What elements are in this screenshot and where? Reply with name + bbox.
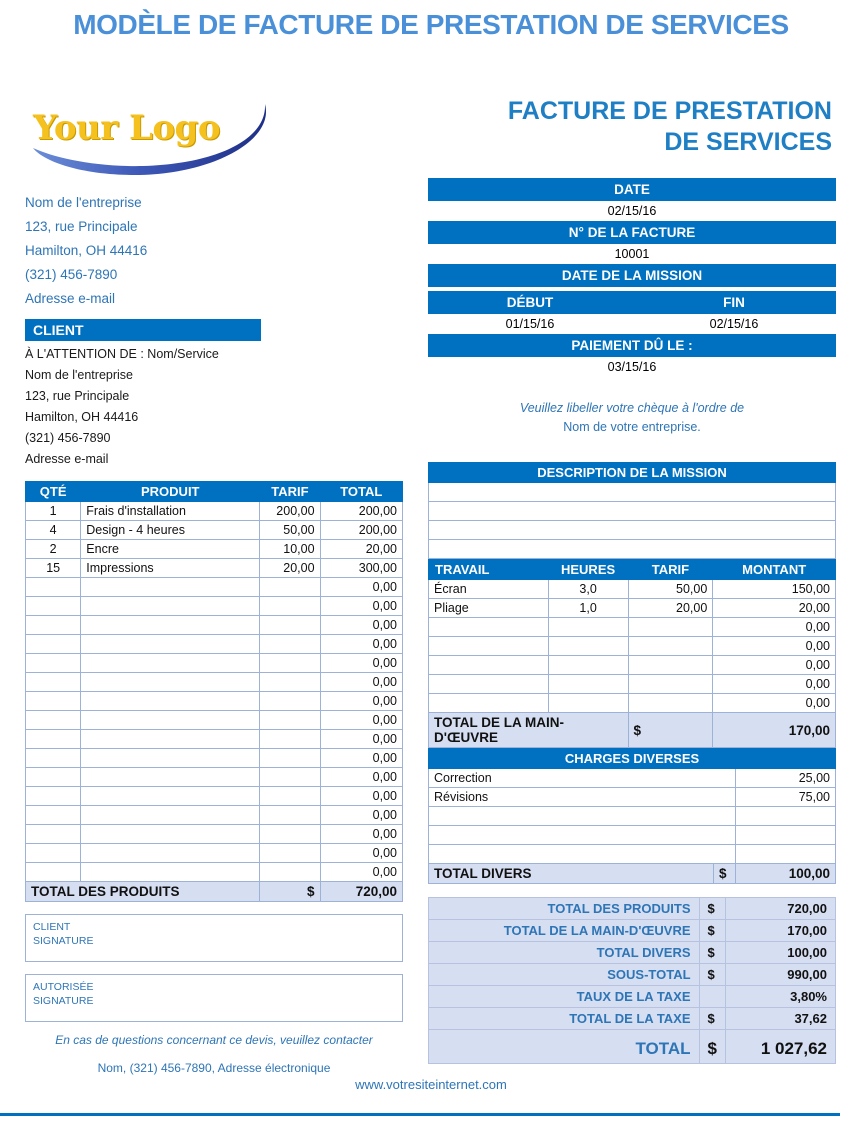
misc-cell-desc[interactable] [429, 826, 736, 845]
products-cell-rate[interactable]: 20,00 [260, 559, 320, 578]
products-cell-product[interactable] [81, 578, 260, 597]
labor-cell-rate[interactable] [628, 656, 713, 675]
mission-start-value[interactable]: 01/15/16 [505, 317, 555, 331]
products-cell-qty[interactable]: 15 [26, 559, 81, 578]
table-row[interactable] [26, 730, 403, 749]
products-cell-qty[interactable]: 2 [26, 540, 81, 559]
misc-cell-amount[interactable]: 75,00 [736, 788, 836, 807]
summary-body [429, 898, 836, 1030]
mission-description-body [429, 483, 836, 559]
products-cell-product[interactable] [81, 730, 260, 749]
company-address-line: Nom de l'entreprise [25, 195, 142, 210]
summary-label: TOTAL DIVERS [429, 942, 700, 964]
products-cell-qty[interactable] [26, 730, 81, 749]
invoice-meta-table [428, 178, 836, 377]
products-cell-total[interactable]: 0,00 [320, 749, 402, 768]
table-row[interactable] [429, 637, 836, 656]
labor-cell-amount[interactable]: 0,00 [713, 618, 836, 637]
authorized-signature-label-2: SIGNATURE [33, 995, 94, 1007]
products-cell-total[interactable]: 0,00 [320, 673, 402, 692]
products-cell-product[interactable] [81, 711, 260, 730]
products-cell-qty[interactable] [26, 768, 81, 787]
products-total-value: 720,00 [320, 882, 402, 902]
table-row[interactable] [26, 635, 403, 654]
misc-cell-desc[interactable] [429, 807, 736, 826]
labor-cell-amount[interactable]: 0,00 [713, 694, 836, 713]
products-cell-total[interactable]: 0,00 [320, 654, 402, 673]
company-address-line: (321) 456-7890 [25, 267, 118, 282]
table-row[interactable] [429, 675, 836, 694]
products-cell-total[interactable]: 0,00 [320, 597, 402, 616]
cheque-note-line-1: Veuillez libeller votre chèque à l'ordre de [519, 401, 745, 415]
products-cell-rate[interactable] [260, 806, 320, 825]
table-row[interactable] [429, 656, 836, 675]
labor-header-row [429, 560, 836, 580]
products-cell-product[interactable]: Frais d'installation [81, 502, 260, 521]
products-cell-qty[interactable]: 4 [26, 521, 81, 540]
products-cell-rate[interactable] [260, 635, 320, 654]
table-row[interactable] [26, 673, 403, 692]
mission-start-label: DÉBUT [428, 291, 632, 314]
invoice-title-line-1: FACTURE DE PRESTATION [507, 97, 832, 125]
products-cell-qty[interactable] [26, 578, 81, 597]
products-table [25, 481, 403, 902]
products-cell-total[interactable]: 200,00 [320, 521, 402, 540]
summary-currency: $ [699, 942, 725, 964]
labor-cell-amount[interactable]: 0,00 [713, 656, 836, 675]
products-cell-rate[interactable] [260, 863, 320, 882]
summary-row [429, 942, 836, 964]
company-address-line: Hamilton, OH 44416 [25, 243, 148, 258]
table-row[interactable] [429, 599, 836, 618]
products-cell-rate[interactable] [260, 578, 320, 597]
misc-cell-desc[interactable]: Révisions [429, 788, 736, 807]
summary-amount: 37,62 [726, 1008, 836, 1030]
summary-row [429, 920, 836, 942]
products-cell-qty[interactable] [26, 844, 81, 863]
labor-cell-amount[interactable]: 0,00 [713, 637, 836, 656]
client-signature-label-1: CLIENT [33, 921, 71, 933]
client-signature-label-2: SIGNATURE [33, 935, 94, 947]
mission-description-row[interactable] [429, 483, 836, 502]
client-address [25, 344, 403, 470]
products-col-name: PRODUIT [81, 482, 260, 502]
labor-col-work: TRAVAIL [429, 560, 549, 580]
grand-total-amount: 1 027,62 [726, 1030, 836, 1064]
due-date-value[interactable]: 03/15/16 [607, 360, 657, 374]
table-row[interactable] [26, 711, 403, 730]
table-row[interactable] [26, 692, 403, 711]
table-row[interactable] [26, 787, 403, 806]
invoice-number-label: N° DE LA FACTURE [428, 221, 836, 244]
mission-description-cell[interactable] [429, 540, 836, 559]
products-cell-rate[interactable]: 10,00 [260, 540, 320, 559]
products-cell-total[interactable]: 0,00 [320, 692, 402, 711]
invoice-title [428, 96, 836, 158]
products-cell-product[interactable] [81, 635, 260, 654]
labor-cell-rate[interactable] [628, 694, 713, 713]
labor-total-label: TOTAL DE LA MAIN-D'ŒUVRE [429, 713, 629, 748]
products-cell-rate[interactable] [260, 654, 320, 673]
company-address-line: 123, rue Principale [25, 219, 138, 234]
summary-currency [699, 986, 725, 1008]
products-col-rate: TARIF [260, 482, 320, 502]
labor-cell-work[interactable]: Écran [429, 580, 549, 599]
products-cell-total[interactable]: 0,00 [320, 844, 402, 863]
products-cell-total[interactable]: 0,00 [320, 578, 402, 597]
products-cell-rate[interactable] [260, 825, 320, 844]
misc-total-label: TOTAL DIVERS [429, 864, 714, 884]
logo-text: Your Logo [33, 108, 220, 148]
labor-cell-hours[interactable]: 3,0 [548, 580, 628, 599]
table-row[interactable] [429, 826, 836, 845]
table-row[interactable] [429, 845, 836, 864]
labor-cell-amount[interactable]: 20,00 [713, 599, 836, 618]
client-section-header: CLIENT [25, 319, 261, 341]
mission-description-cell[interactable] [429, 521, 836, 540]
table-row[interactable] [429, 618, 836, 637]
mission-end-label: FIN [632, 291, 836, 314]
client-address-line: (321) 456-7890 [25, 431, 111, 445]
invoice-number-value[interactable]: 10001 [614, 247, 650, 261]
misc-total-row [429, 864, 836, 884]
client-address-line: À L'ATTENTION DE : Nom/Service [25, 347, 219, 361]
products-cell-rate[interactable]: 50,00 [260, 521, 320, 540]
table-row[interactable] [429, 807, 836, 826]
page-title: MODÈLE DE FACTURE DE PRESTATION DE SERVICES [73, 9, 789, 40]
summary-amount: 100,00 [726, 942, 836, 964]
products-cell-total[interactable]: 300,00 [320, 559, 402, 578]
labor-cell-hours[interactable] [548, 675, 628, 694]
cheque-note-line-2: Nom de votre entreprise. [563, 420, 701, 434]
products-cell-rate[interactable] [260, 844, 320, 863]
table-row[interactable] [26, 654, 403, 673]
misc-cell-amount[interactable] [736, 807, 836, 826]
labor-total-currency: $ [628, 713, 713, 748]
table-row[interactable] [26, 559, 403, 578]
mission-description-cell[interactable] [429, 483, 836, 502]
products-cell-product[interactable] [81, 654, 260, 673]
labor-cell-hours[interactable]: 1,0 [548, 599, 628, 618]
company-address-line: Adresse e-mail [25, 291, 116, 306]
products-cell-product[interactable] [81, 616, 260, 635]
products-cell-qty[interactable] [26, 806, 81, 825]
products-cell-total[interactable]: 0,00 [320, 806, 402, 825]
table-row[interactable] [26, 768, 403, 787]
products-cell-rate[interactable] [260, 673, 320, 692]
mission-description-row[interactable] [429, 502, 836, 521]
products-cell-qty[interactable] [26, 863, 81, 882]
labor-cell-work[interactable]: Pliage [429, 599, 549, 618]
question-note: En cas de questions concernant ce devis, veuillez contacter [55, 1033, 373, 1047]
labor-cell-work[interactable] [429, 618, 549, 637]
products-total-label: TOTAL DES PRODUITS [26, 882, 260, 902]
products-cell-total[interactable]: 0,00 [320, 711, 402, 730]
grand-total-row [429, 1030, 836, 1064]
authorized-signature-box[interactable] [25, 974, 403, 1022]
misc-charges-body [429, 769, 836, 864]
misc-cell-amount[interactable] [736, 826, 836, 845]
summary-amount: 720,00 [726, 898, 836, 920]
products-cell-qty[interactable] [26, 749, 81, 768]
labor-cell-work[interactable] [429, 675, 549, 694]
products-cell-product[interactable] [81, 692, 260, 711]
contact-line: Nom, (321) 456-7890, Adresse électronique [97, 1061, 331, 1075]
labor-cell-rate[interactable] [628, 675, 713, 694]
mission-description-row[interactable] [429, 540, 836, 559]
summary-row [429, 898, 836, 920]
products-cell-qty[interactable] [26, 597, 81, 616]
products-cell-rate[interactable] [260, 768, 320, 787]
misc-charges-table [428, 748, 836, 884]
summary-currency: $ [699, 920, 725, 942]
table-row[interactable] [26, 597, 403, 616]
client-address-line: 123, rue Principale [25, 389, 130, 403]
company-logo [25, 96, 305, 191]
table-row[interactable] [26, 749, 403, 768]
labor-cell-hours[interactable] [548, 618, 628, 637]
right-column [428, 96, 836, 1064]
labor-cell-amount[interactable]: 150,00 [713, 580, 836, 599]
client-address-line: Adresse e-mail [25, 452, 109, 466]
products-col-total: TOTAL [320, 482, 402, 502]
products-header-row [26, 482, 403, 502]
mission-description-table [428, 462, 836, 559]
table-row[interactable] [429, 580, 836, 599]
products-total-currency: $ [260, 882, 320, 902]
misc-charges-header: CHARGES DIVERSES [429, 749, 836, 769]
products-cell-total[interactable]: 0,00 [320, 825, 402, 844]
mission-date-label: DATE DE LA MISSION [428, 264, 836, 287]
products-cell-product[interactable] [81, 844, 260, 863]
table-row[interactable] [26, 521, 403, 540]
products-cell-rate[interactable] [260, 749, 320, 768]
products-cell-product[interactable] [81, 749, 260, 768]
table-row[interactable] [429, 788, 836, 807]
products-cell-rate[interactable] [260, 597, 320, 616]
summary-row [429, 1008, 836, 1030]
misc-cell-amount[interactable] [736, 845, 836, 864]
table-row[interactable] [26, 502, 403, 521]
products-cell-total[interactable]: 0,00 [320, 768, 402, 787]
summary-label: TAUX DE LA TAXE [429, 986, 700, 1008]
mission-description-header: DESCRIPTION DE LA MISSION [429, 463, 836, 483]
summary-label: TOTAL DE LA TAXE [429, 1008, 700, 1030]
summary-label: SOUS-TOTAL [429, 964, 700, 986]
labor-total-value: 170,00 [713, 713, 836, 748]
grand-total-currency: $ [699, 1030, 725, 1064]
summary-amount: 3,80% [726, 986, 836, 1008]
left-column [25, 96, 403, 1075]
date-label: DATE [428, 178, 836, 201]
products-cell-rate[interactable]: 200,00 [260, 502, 320, 521]
mission-description-cell[interactable] [429, 502, 836, 521]
misc-cell-amount[interactable]: 25,00 [736, 769, 836, 788]
misc-total-value: 100,00 [736, 864, 836, 884]
products-cell-qty[interactable] [26, 673, 81, 692]
products-cell-total[interactable]: 0,00 [320, 616, 402, 635]
products-cell-total[interactable]: 200,00 [320, 502, 402, 521]
table-row[interactable] [26, 578, 403, 597]
products-cell-qty[interactable] [26, 825, 81, 844]
date-value[interactable]: 02/15/16 [607, 204, 657, 218]
summary-currency: $ [699, 964, 725, 986]
products-cell-product[interactable]: Design - 4 heures [81, 521, 260, 540]
products-body [26, 502, 403, 882]
table-row[interactable] [26, 825, 403, 844]
labor-cell-rate[interactable]: 50,00 [628, 580, 713, 599]
products-cell-qty[interactable] [26, 711, 81, 730]
table-row[interactable] [26, 806, 403, 825]
client-address-line: Hamilton, OH 44416 [25, 410, 139, 424]
products-cell-rate[interactable] [260, 730, 320, 749]
labor-cell-rate[interactable] [628, 637, 713, 656]
summary-row [429, 964, 836, 986]
authorized-signature-label-1: AUTORISÉE [33, 981, 94, 993]
labor-total-row [429, 713, 836, 748]
table-row[interactable] [26, 616, 403, 635]
products-cell-qty[interactable] [26, 787, 81, 806]
products-cell-rate[interactable] [260, 616, 320, 635]
products-cell-qty[interactable]: 1 [26, 502, 81, 521]
client-address-line: Nom de l'entreprise [25, 368, 133, 382]
labor-table [428, 559, 836, 748]
table-row[interactable] [26, 844, 403, 863]
products-cell-product[interactable] [81, 673, 260, 692]
misc-cell-desc[interactable] [429, 845, 736, 864]
products-cell-qty[interactable] [26, 635, 81, 654]
products-cell-rate[interactable] [260, 787, 320, 806]
products-cell-total[interactable]: 20,00 [320, 540, 402, 559]
products-total-row [26, 882, 403, 902]
products-cell-total[interactable]: 0,00 [320, 863, 402, 882]
table-row[interactable] [429, 694, 836, 713]
labor-cell-amount[interactable]: 0,00 [713, 675, 836, 694]
products-cell-total[interactable]: 0,00 [320, 635, 402, 654]
products-cell-qty[interactable] [26, 616, 81, 635]
website-footer[interactable]: www.votresiteinternet.com [355, 1077, 507, 1092]
labor-cell-work[interactable] [429, 694, 549, 713]
summary-amount: 990,00 [726, 964, 836, 986]
misc-cell-desc[interactable]: Correction [429, 769, 736, 788]
products-cell-rate[interactable] [260, 711, 320, 730]
products-cell-total[interactable]: 0,00 [320, 730, 402, 749]
summary-currency: $ [699, 898, 725, 920]
table-row[interactable] [429, 769, 836, 788]
company-address [25, 191, 403, 311]
summary-amount: 170,00 [726, 920, 836, 942]
cheque-note [428, 399, 836, 437]
products-cell-rate[interactable] [260, 692, 320, 711]
products-cell-product[interactable] [81, 863, 260, 882]
summary-currency: $ [699, 1008, 725, 1030]
products-cell-product[interactable] [81, 806, 260, 825]
products-cell-product[interactable] [81, 825, 260, 844]
mission-description-row[interactable] [429, 521, 836, 540]
labor-body [429, 580, 836, 713]
products-cell-total[interactable]: 0,00 [320, 787, 402, 806]
labor-cell-hours[interactable] [548, 656, 628, 675]
client-signature-box[interactable] [25, 914, 403, 962]
summary-label: TOTAL DE LA MAIN-D'ŒUVRE [429, 920, 700, 942]
labor-cell-rate[interactable] [628, 618, 713, 637]
grand-total-label: TOTAL [429, 1030, 700, 1064]
table-row[interactable] [26, 863, 403, 882]
products-cell-product[interactable] [81, 597, 260, 616]
misc-total-currency: $ [714, 864, 736, 884]
labor-cell-hours[interactable] [548, 637, 628, 656]
summary-row [429, 986, 836, 1008]
table-row[interactable] [26, 540, 403, 559]
summary-label: TOTAL DES PRODUITS [429, 898, 700, 920]
products-cell-qty[interactable] [26, 654, 81, 673]
mission-end-value[interactable]: 02/15/16 [709, 317, 759, 331]
products-cell-qty[interactable] [26, 692, 81, 711]
products-col-qty: QTÉ [26, 482, 81, 502]
labor-cell-hours[interactable] [548, 694, 628, 713]
due-date-label: PAIEMENT DÛ LE : [428, 334, 836, 357]
summary-table [428, 897, 836, 1064]
bottom-rule [0, 1113, 840, 1116]
labor-col-amount: MONTANT [713, 560, 836, 580]
products-cell-product[interactable]: Encre [81, 540, 260, 559]
products-cell-product[interactable]: Impressions [81, 559, 260, 578]
products-cell-product[interactable] [81, 768, 260, 787]
labor-cell-rate[interactable]: 20,00 [628, 599, 713, 618]
products-cell-product[interactable] [81, 787, 260, 806]
labor-cell-work[interactable] [429, 637, 549, 656]
labor-col-rate: TARIF [628, 560, 713, 580]
labor-col-hours: HEURES [548, 560, 628, 580]
labor-cell-work[interactable] [429, 656, 549, 675]
invoice-title-line-2: DE SERVICES [664, 128, 832, 156]
